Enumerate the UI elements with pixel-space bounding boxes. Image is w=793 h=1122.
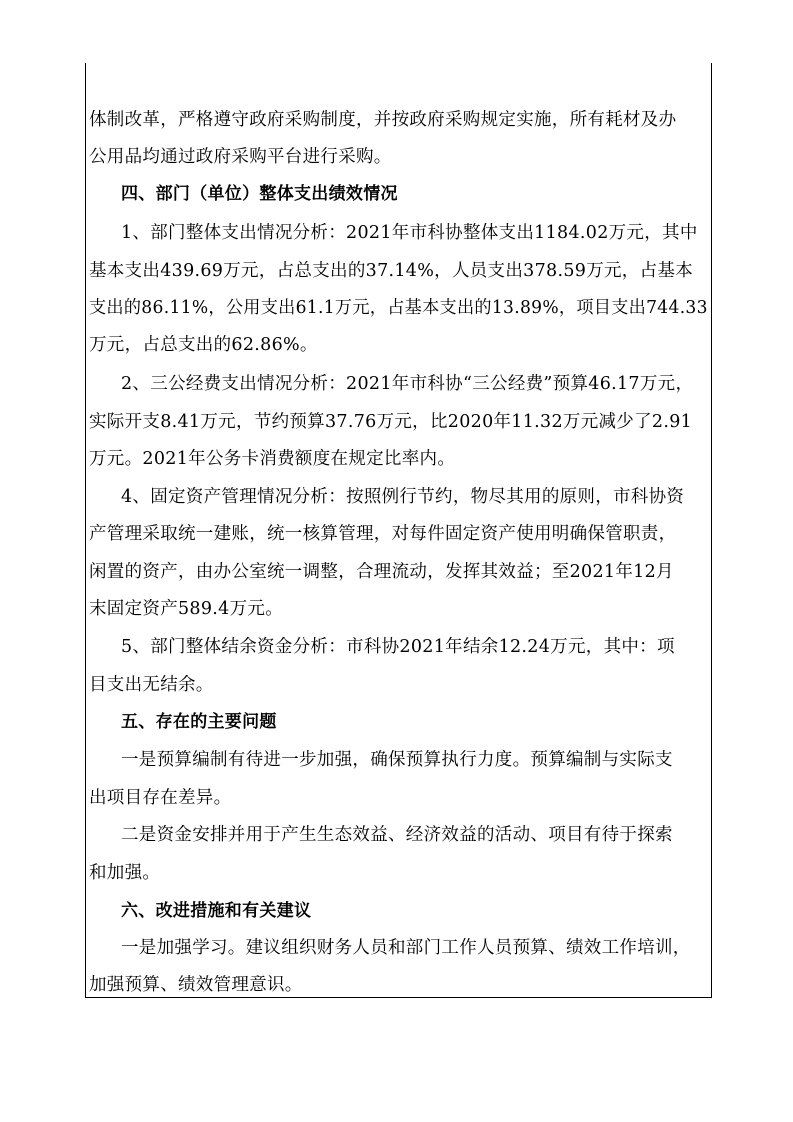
paragraph-line: 产管理采取统一建账，统一核算管理，对每件固定资产使用明确保管职责， (89, 524, 677, 544)
section-heading: 六、改进措施和有关建议 (121, 901, 312, 921)
paragraph-line: 5、部门整体结余资金分析：市科协2021年结余12.24万元，其中：项 (121, 637, 675, 657)
paragraph-line: 出项目存在差异。 (89, 788, 232, 808)
paragraph-line: 万元。2021年公务卡消费额度在规定比率内。 (89, 449, 456, 469)
paragraph-line: 万元，占总支出的62.86%。 (89, 335, 318, 355)
paragraph-line: 基本支出439.69万元，占总支出的37.14%，人员支出378.59万元，占基本 (89, 261, 693, 281)
paragraph-line: 闲置的资产，由办公室统一调整，合理流动，发挥其效益；至2021年12月 (89, 562, 674, 582)
paragraph-line: 公用品均通过政府采购平台进行采购。 (89, 147, 392, 167)
paragraph-line: 加强预算、绩效管理意识。 (89, 975, 303, 995)
paragraph-line: 2、三公经费支出情况分析：2021年市科协“三公经费”预算46.17万元， (121, 374, 694, 394)
paragraph-line: 1、部门整体支出情况分析：2021年市科协整体支出1184.02万元，其中 (121, 223, 698, 243)
section-heading: 四、部门（单位）整体支出绩效情况 (121, 184, 398, 204)
paragraph-line: 4、固定资产管理情况分析：按照例行节约，物尽其用的原则，市科协资 (121, 487, 685, 507)
paragraph-line: 实际开支8.41万元，节约预算37.76万元，比2020年11.32万元减少了2.91 (89, 412, 693, 432)
paragraph-line: 一是预算编制有待进一步加强，确保预算执行力度。预算编制与实际支 (121, 750, 673, 770)
paragraph-line: 体制改革，严格遵守政府采购制度，并按政府采购规定实施，所有耗材及办 (89, 110, 677, 130)
paragraph-line: 支出的86.11%，公用支出61.1万元，占基本支出的13.89%，项目支出744.33 (89, 298, 708, 318)
section-heading: 五、存在的主要问题 (121, 712, 277, 732)
paragraph-line: 和加强。 (89, 863, 161, 883)
paragraph-line: 目支出无结余。 (89, 675, 214, 695)
paragraph-line: 二是资金安排并用于产生生态效益、经济效益的活动、项目有待于探索 (121, 825, 673, 845)
paragraph-line: 一是加强学习。建议组织财务人员和部门工作人员预算、绩效工作培训， (121, 938, 691, 958)
paragraph-line: 末固定资产589.4万元。 (89, 599, 283, 619)
